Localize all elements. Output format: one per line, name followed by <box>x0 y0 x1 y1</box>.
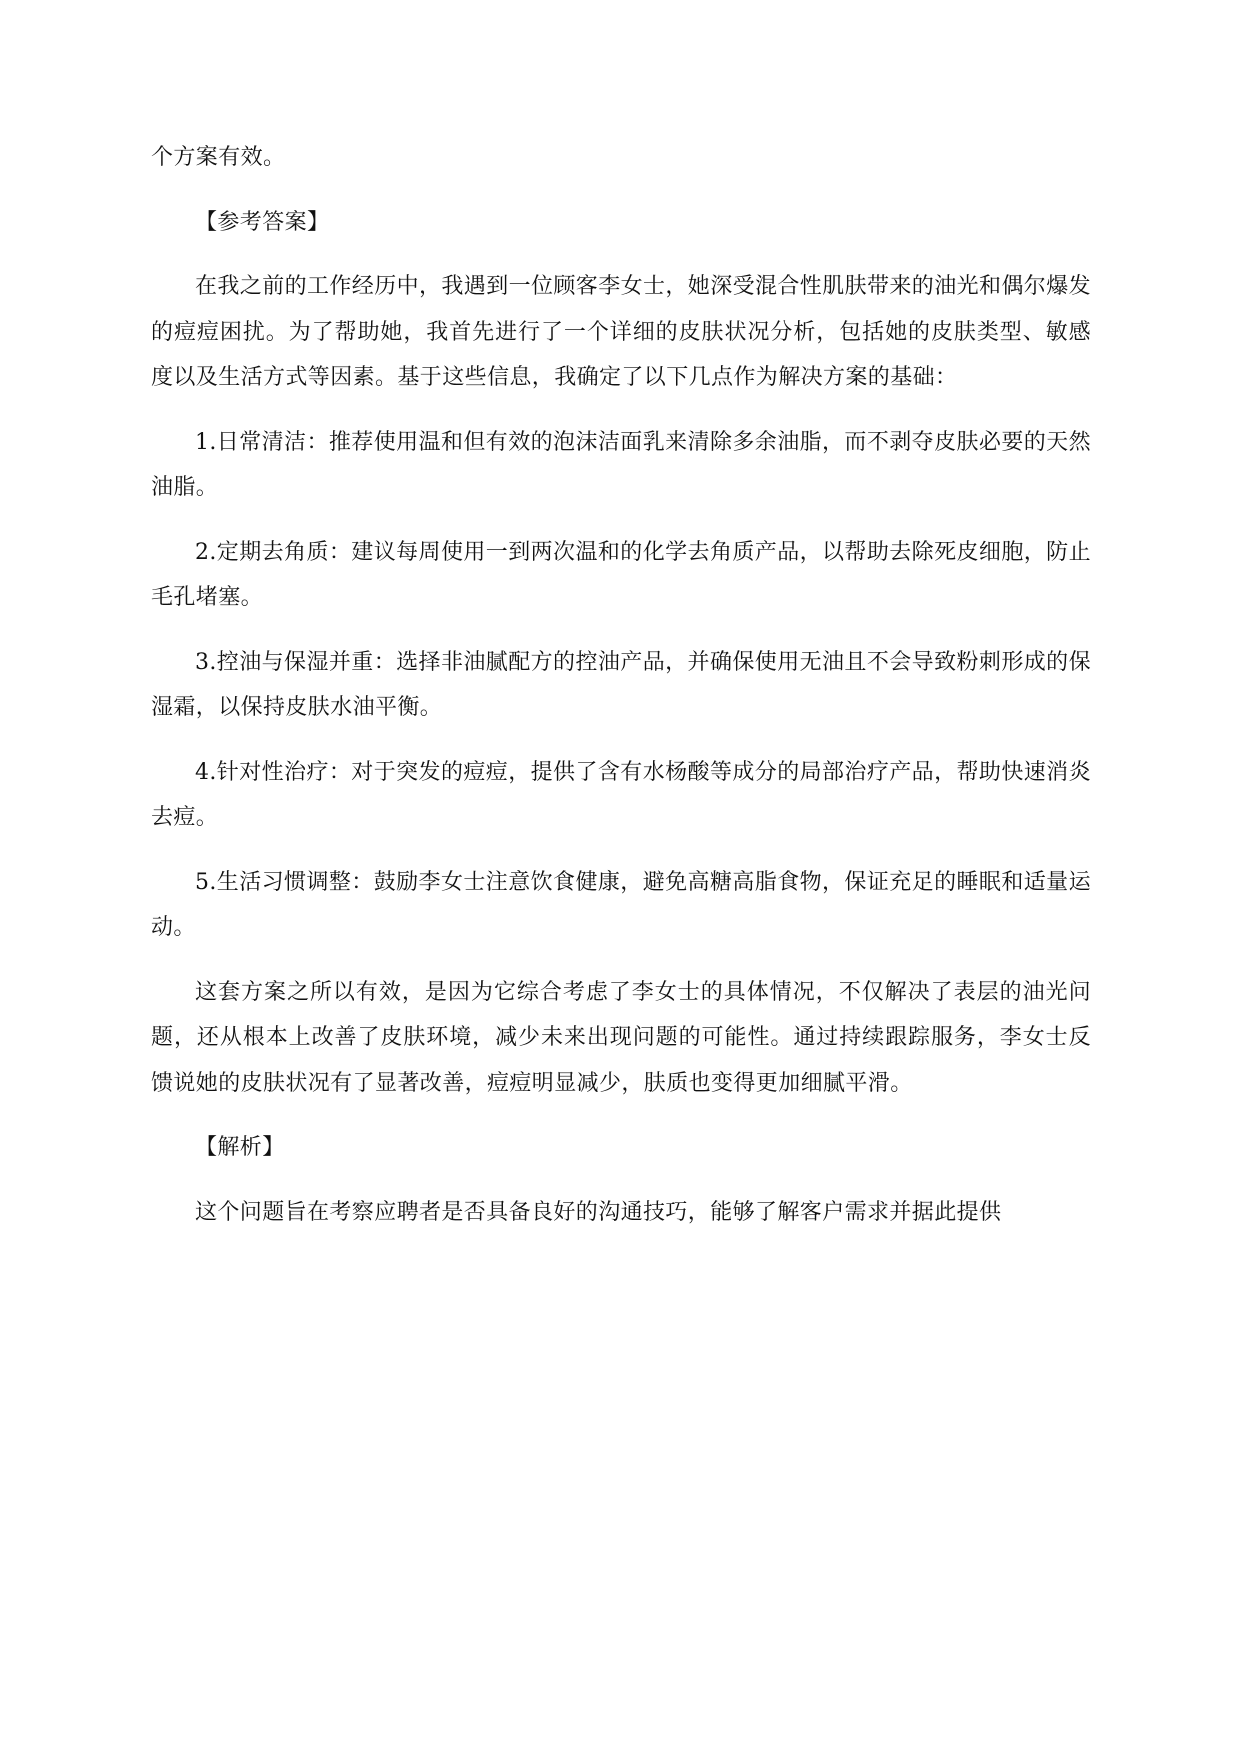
point-paragraph-4: 4.针对性治疗：对于突发的痘痘，提供了含有水杨酸等成分的局部治疗产品，帮助快速消炎去痘。 <box>151 759 1091 830</box>
point-paragraph-2: 2.定期去角质：建议每周使用一到两次温和的化学去角质产品，以帮助去除死皮细胞，防止毛孔堵塞。 <box>151 539 1091 610</box>
document-body <box>151 135 1091 1254</box>
analysis-paragraph: 这个问题旨在考察应聘者是否具备良好的沟通技巧，能够了解客户需求并据此提供 <box>195 1199 1002 1225</box>
answer-heading: 【参考答案】 <box>195 209 330 235</box>
point-paragraph-1: 1.日常清洁：推荐使用温和但有效的泡沫洁面乳来清除多余油脂，而不剥夺皮肤必要的天然油脂。 <box>151 429 1091 500</box>
point-paragraph-3: 3.控油与保湿并重：选择非油腻配方的控油产品，并确保使用无油且不会导致粉刺形成的保湿霜，以保持皮肤水油平衡。 <box>151 649 1091 720</box>
intro-paragraph: 在我之前的工作经历中，我遇到一位顾客李女士，她深受混合性肌肤带来的油光和偶尔爆发的痘痘困扰。为了帮助她，我首先进行了一个详细的皮肤状况分析，包括她的皮肤类型、敏感度以及生活方式等因素。基于这些信息，我确定了以下几点作为解决方案的基础： <box>151 274 1092 390</box>
conclusion-paragraph: 这套方案之所以有效，是因为它综合考虑了李女士的具体情况，不仅解决了表层的油光问题，还从根本上改善了皮肤环境，减少未来出现问题的可能性。通过持续跟踪服务，李女士反馈说她的皮肤状况有了显著改善，痘痘明显减少，肤质也变得更加细腻平滑。 <box>151 979 1091 1096</box>
continuation-paragraph: 个方案有效。 <box>151 145 286 170</box>
analysis-heading: 【解析】 <box>195 1135 285 1160</box>
point-paragraph-5: 5.生活习惯调整：鼓励李女士注意饮食健康，避免高糖高脂食物，保证充足的睡眠和适量运动。 <box>151 869 1091 940</box>
